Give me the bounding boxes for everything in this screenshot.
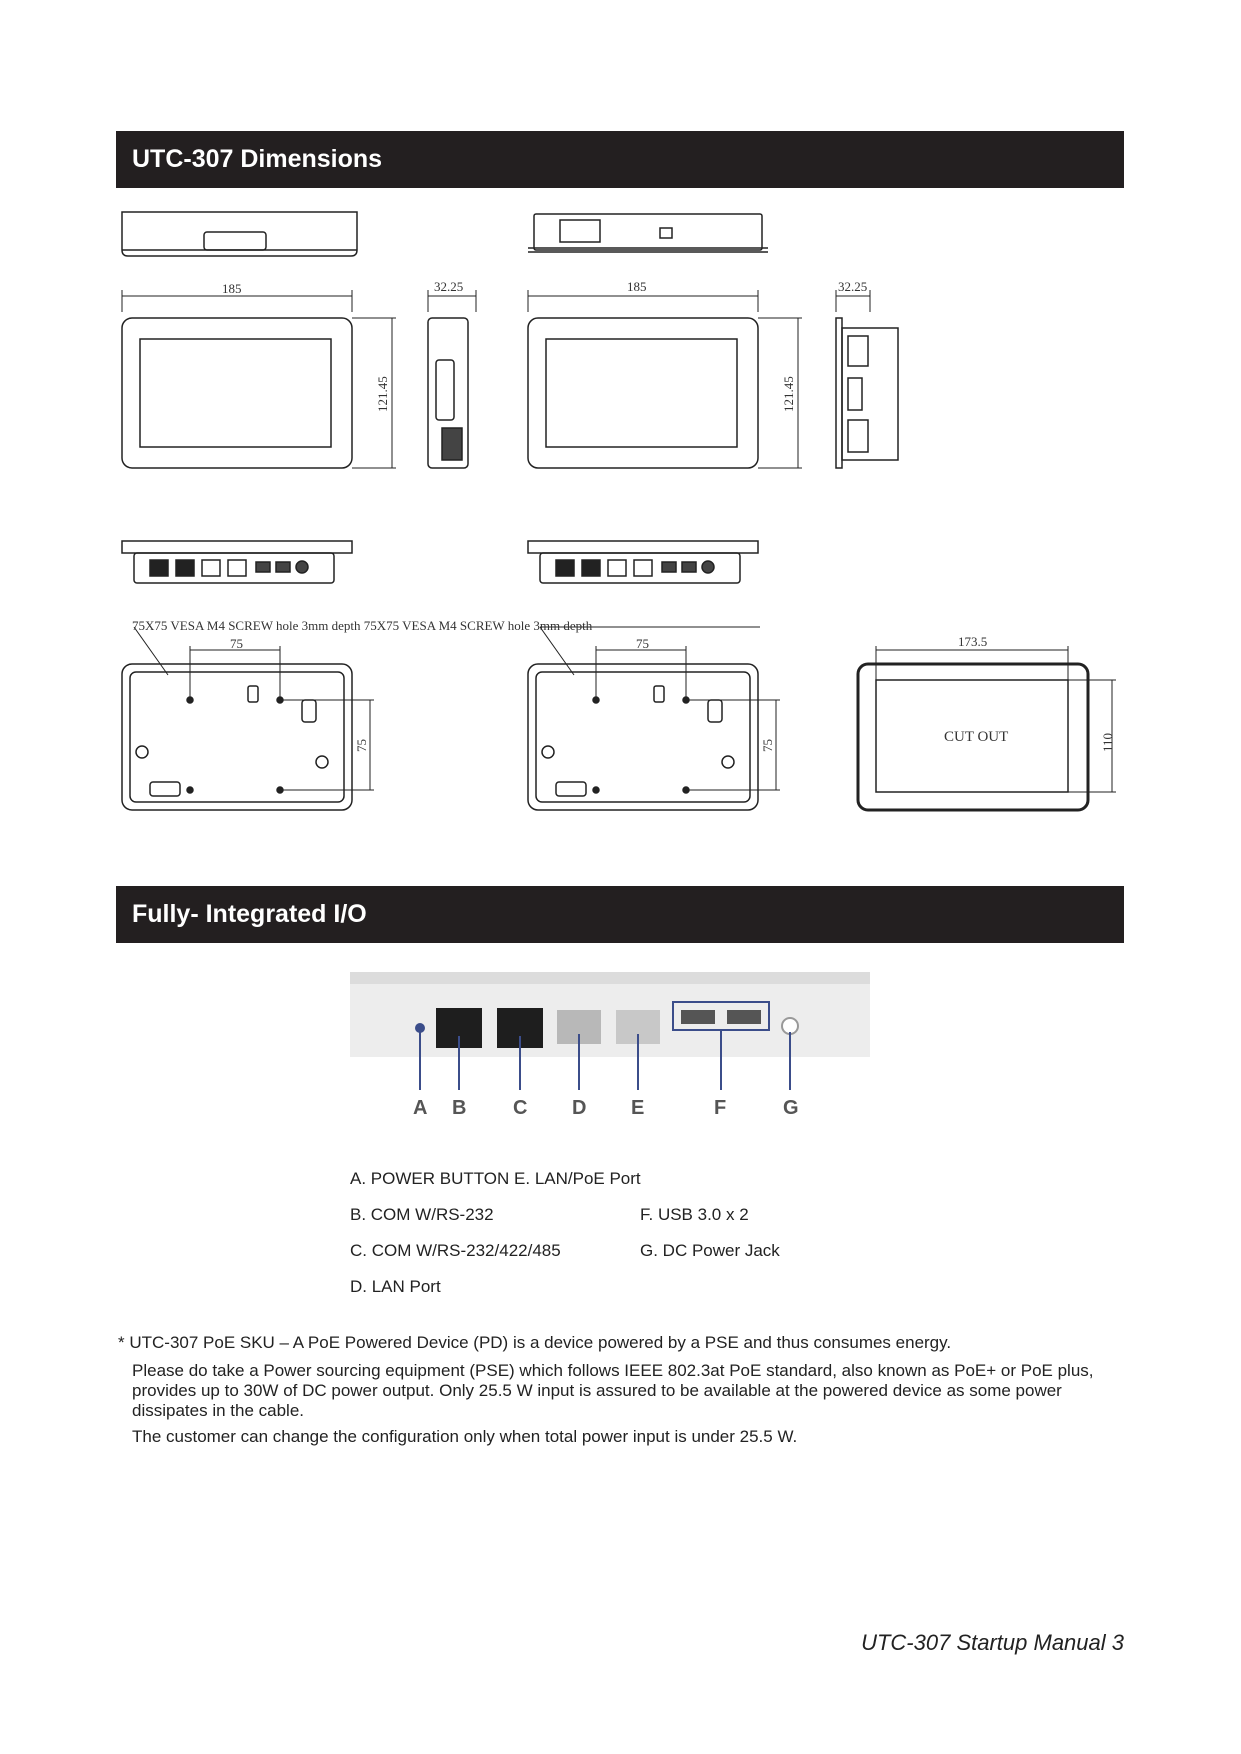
legend-com-rs485: C. COM W/RS-232/422/485 [350,1241,561,1260]
height-label-right: 121.45 [781,376,796,412]
width-label-right: 185 [627,279,647,294]
vesa-spacing-right: 75 [636,636,649,651]
side-view-left [428,290,476,468]
dimensions-section-title: UTC-307 Dimensions [116,131,1124,188]
legend-com-rs232: B. COM W/RS-232 [350,1205,494,1224]
vesa-spacing-left-vertical: 75 [354,739,369,752]
io-letter-d: D [572,1097,587,1119]
io-letter-c: C [513,1097,528,1119]
depth-label-right: 32.25 [838,279,868,294]
rear-view-right [528,627,780,810]
io-letter-a: A [413,1097,428,1119]
top-view-left [122,212,357,256]
cutout-width-label: 173.5 [958,634,988,649]
legend-power-lan-poe: A. POWER BUTTON E. LAN/PoE Port [350,1169,641,1188]
page-footer: UTC-307 Startup Manual 3 [861,1630,1124,1655]
top-view-right [528,214,768,252]
dc-jack-icon [782,1018,798,1034]
front-view-left [122,290,396,468]
poe-note-detail: Please do take a Power sourcing equipment (PSE) which follows IEEE 802.3at PoE standard, also known as PoE+ or PoE plus, provides up to 30W of DC power output. Only 25.5 W input is assured to be available at the powered device as some power dissipates in the cable. [132,1361,1094,1420]
usb-port-1-icon [681,1010,715,1024]
bottom-view-left [122,541,352,583]
bottom-view-right [528,541,758,583]
poe-note-config: The customer can change the configuration only when total power input is under 25.5 W. [132,1427,798,1446]
poe-note-intro: * UTC-307 PoE SKU – A PoE Powered Device (PD) is a device powered by a PSE and thus consumes energy. [118,1333,952,1352]
rear-view-left [122,627,374,810]
legend-lan-port: D. LAN Port [350,1277,441,1296]
io-letter-g: G [783,1097,799,1119]
cutout-label: CUT OUT [944,729,1009,745]
io-panel-photo [350,972,870,1142]
io-letter-e: E [631,1097,645,1119]
side-view-right [836,290,898,468]
cutout-height-label: 110 [1100,732,1115,752]
legend-dc-jack: G. DC Power Jack [640,1241,780,1260]
io-letter-b: B [452,1097,467,1119]
usb-port-2-icon [727,1010,761,1024]
io-letter-f: F [714,1097,727,1119]
height-label-left: 121.45 [375,376,390,412]
power-button-icon [415,1023,425,1033]
vesa-spacing-left: 75 [230,636,243,651]
vesa-spacing-right-vertical: 75 [760,739,775,752]
io-section-title: Fully- Integrated I/O [116,886,1124,943]
legend-usb: F. USB 3.0 x 2 [640,1205,749,1224]
depth-label-left: 32.25 [434,279,464,294]
width-label-left: 185 [222,281,242,296]
front-view-right [528,290,802,468]
vesa-note: 75X75 VESA M4 SCREW hole 3mm depth 75X75 VESA M4 SCREW hole 3mm depth [132,618,593,633]
cutout-view [858,646,1116,810]
